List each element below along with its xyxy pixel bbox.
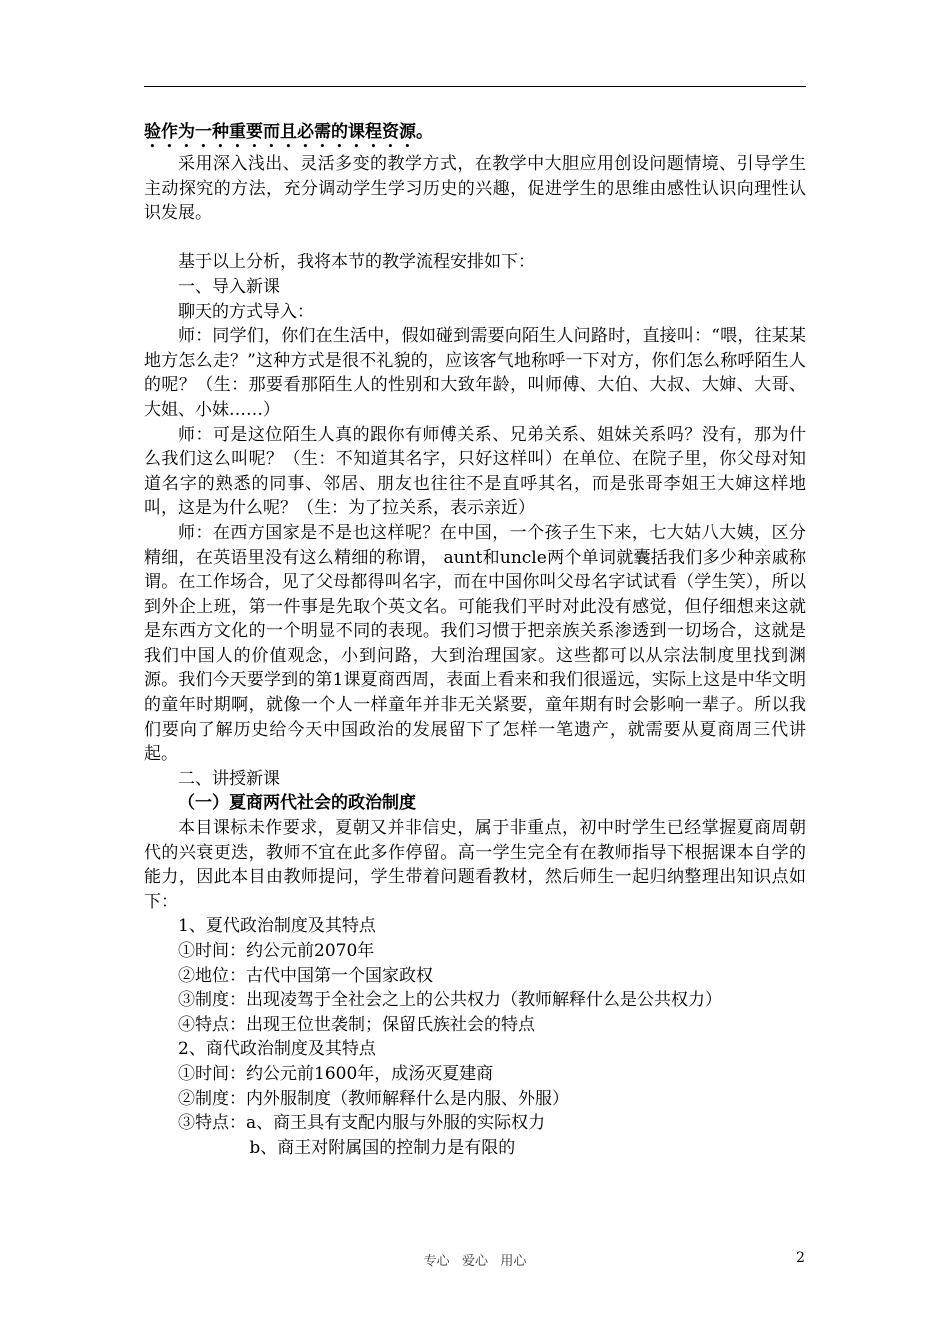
paragraph-dialogue-3: 师：在西方国家是不是也这样呢？在中国，一个孩子生下来，七大姑八大姨，区分精细，在英语里没有这么精细的称谓， aunt和uncle两个单词就囊括我们多少种亲戚称谓。在工作场合，见了父母都得叫名字，而在中国你叫父母名字试试看（学生笑），所以到外企上班，第一件事是先取个英文名。可能我们平时对此没有感觉，但仔细想来这就是东西方文化的一个明显不同的表现。我们习惯于把亲族关系渗透到一切场合，这就是我们中国人的价值观念，小到问路，大到治理国家。这些都可以从宗法制度里找到渊源。我们今天要学到的第1课夏商西周，表面上看来和我们很遥远，实际上这是中华文明的童年时期啊，就像一个人一样童年并非无关紧要，童年期有时会影响一辈子。所以我们要向了解历史给今天中国政治的发展留下了怎样一笔遗产，就需要从夏商周三代讲起。: [144, 522, 806, 765]
list-item: ③制度：出现凌驾于全社会之上的公共权力（教师解释什么是公共权力）: [178, 990, 722, 1011]
paragraph-chat-intro: 聊天的方式导入：: [178, 301, 314, 322]
header-rule: [144, 86, 806, 87]
list-item: ②地位：古代中国第一个国家政权: [178, 965, 433, 986]
list-heading-xia: 1、夏代政治制度及其特点: [178, 916, 376, 937]
paragraph-dialogue-2: 师：可是这位陌生人真的跟你有师傅关系、兄弟关系、姐妹关系吗？没有，那为什么我们这么叫呢？（生：不知道其名字，只好这样叫）在单位、在院子里，你父母对知道名字的熟悉的同事、邻居、朋友也往往不是直呼其名，而是张哥李姐王大婶这样地叫，这是为什么呢？（生：为了拉关系，表示亲近）: [144, 424, 806, 519]
list-item: ①时间：约公元前1600年，成汤灭夏建商: [178, 1063, 494, 1084]
subsection-heading-xia-shang: （一）夏商两代社会的政治制度: [178, 793, 416, 814]
section-heading-new-lesson: 二、讲授新课: [178, 768, 280, 789]
list-item-sub: b、商王对附属国的控制力是有限的: [249, 1137, 516, 1158]
list-heading-shang: 2、商代政治制度及其特点: [178, 1039, 376, 1060]
paragraph-flow-intro: 基于以上分析，我将本节的教学流程安排如下：: [178, 252, 535, 273]
blank-line: [144, 226, 806, 251]
section-heading-intro: 一、导入新课: [178, 276, 280, 297]
list-item: ①时间：约公元前2070年: [178, 941, 375, 961]
footer-motto: 专心 爱心 用心: [423, 1254, 527, 1269]
list-item: ②制度：内外服制度（教师解释什么是内服、外服）: [178, 1088, 569, 1109]
paragraph-subsection-explanation: 本目课标未作要求，夏朝又并非信史，属于非重点，初中时学生已经掌握夏商周朝代的兴衰更迭，教师不宜在此多作停留。高一学生完全有在教师指导下根据课本自学的能力，因此本目由教师提问，学生带着问题看教材，然后师生一起归纳整理出知识点如下：: [144, 818, 806, 912]
list-item: ③特点：a、商王具有支配内服与外服的实际权力: [178, 1113, 546, 1134]
document-body: [144, 120, 806, 1160]
page-number: 2: [796, 1250, 805, 1266]
paragraph-dialogue-1: 师：同学们，你们在生活中，假如碰到需要向陌生人问路时，直接叫：“喂，往某某地方怎么走？”这种方式是很不礼貌的，应该客气地称呼一下对方，你们怎么称呼陌生人的呢？（生：那要看那陌生人的性别和大致年龄，叫师傅、大伯、大叔、大婶、大哥、大姐、小妹……）: [144, 326, 806, 420]
paragraph-continuation: 验作为一种重要而且必需的课程资源。: [144, 122, 433, 142]
list-item: ④特点：出现王位世袭制；保留氏族社会的特点: [178, 1014, 535, 1035]
paragraph-teaching-method: 采用深入浅出、灵活多变的教学方式，在教学中大胆应用创设问题情境、引导学生主动探究的方法，充分调动学生学习历史的兴趣，促进学生的思维由感性认识向理性认识发展。: [144, 154, 806, 224]
